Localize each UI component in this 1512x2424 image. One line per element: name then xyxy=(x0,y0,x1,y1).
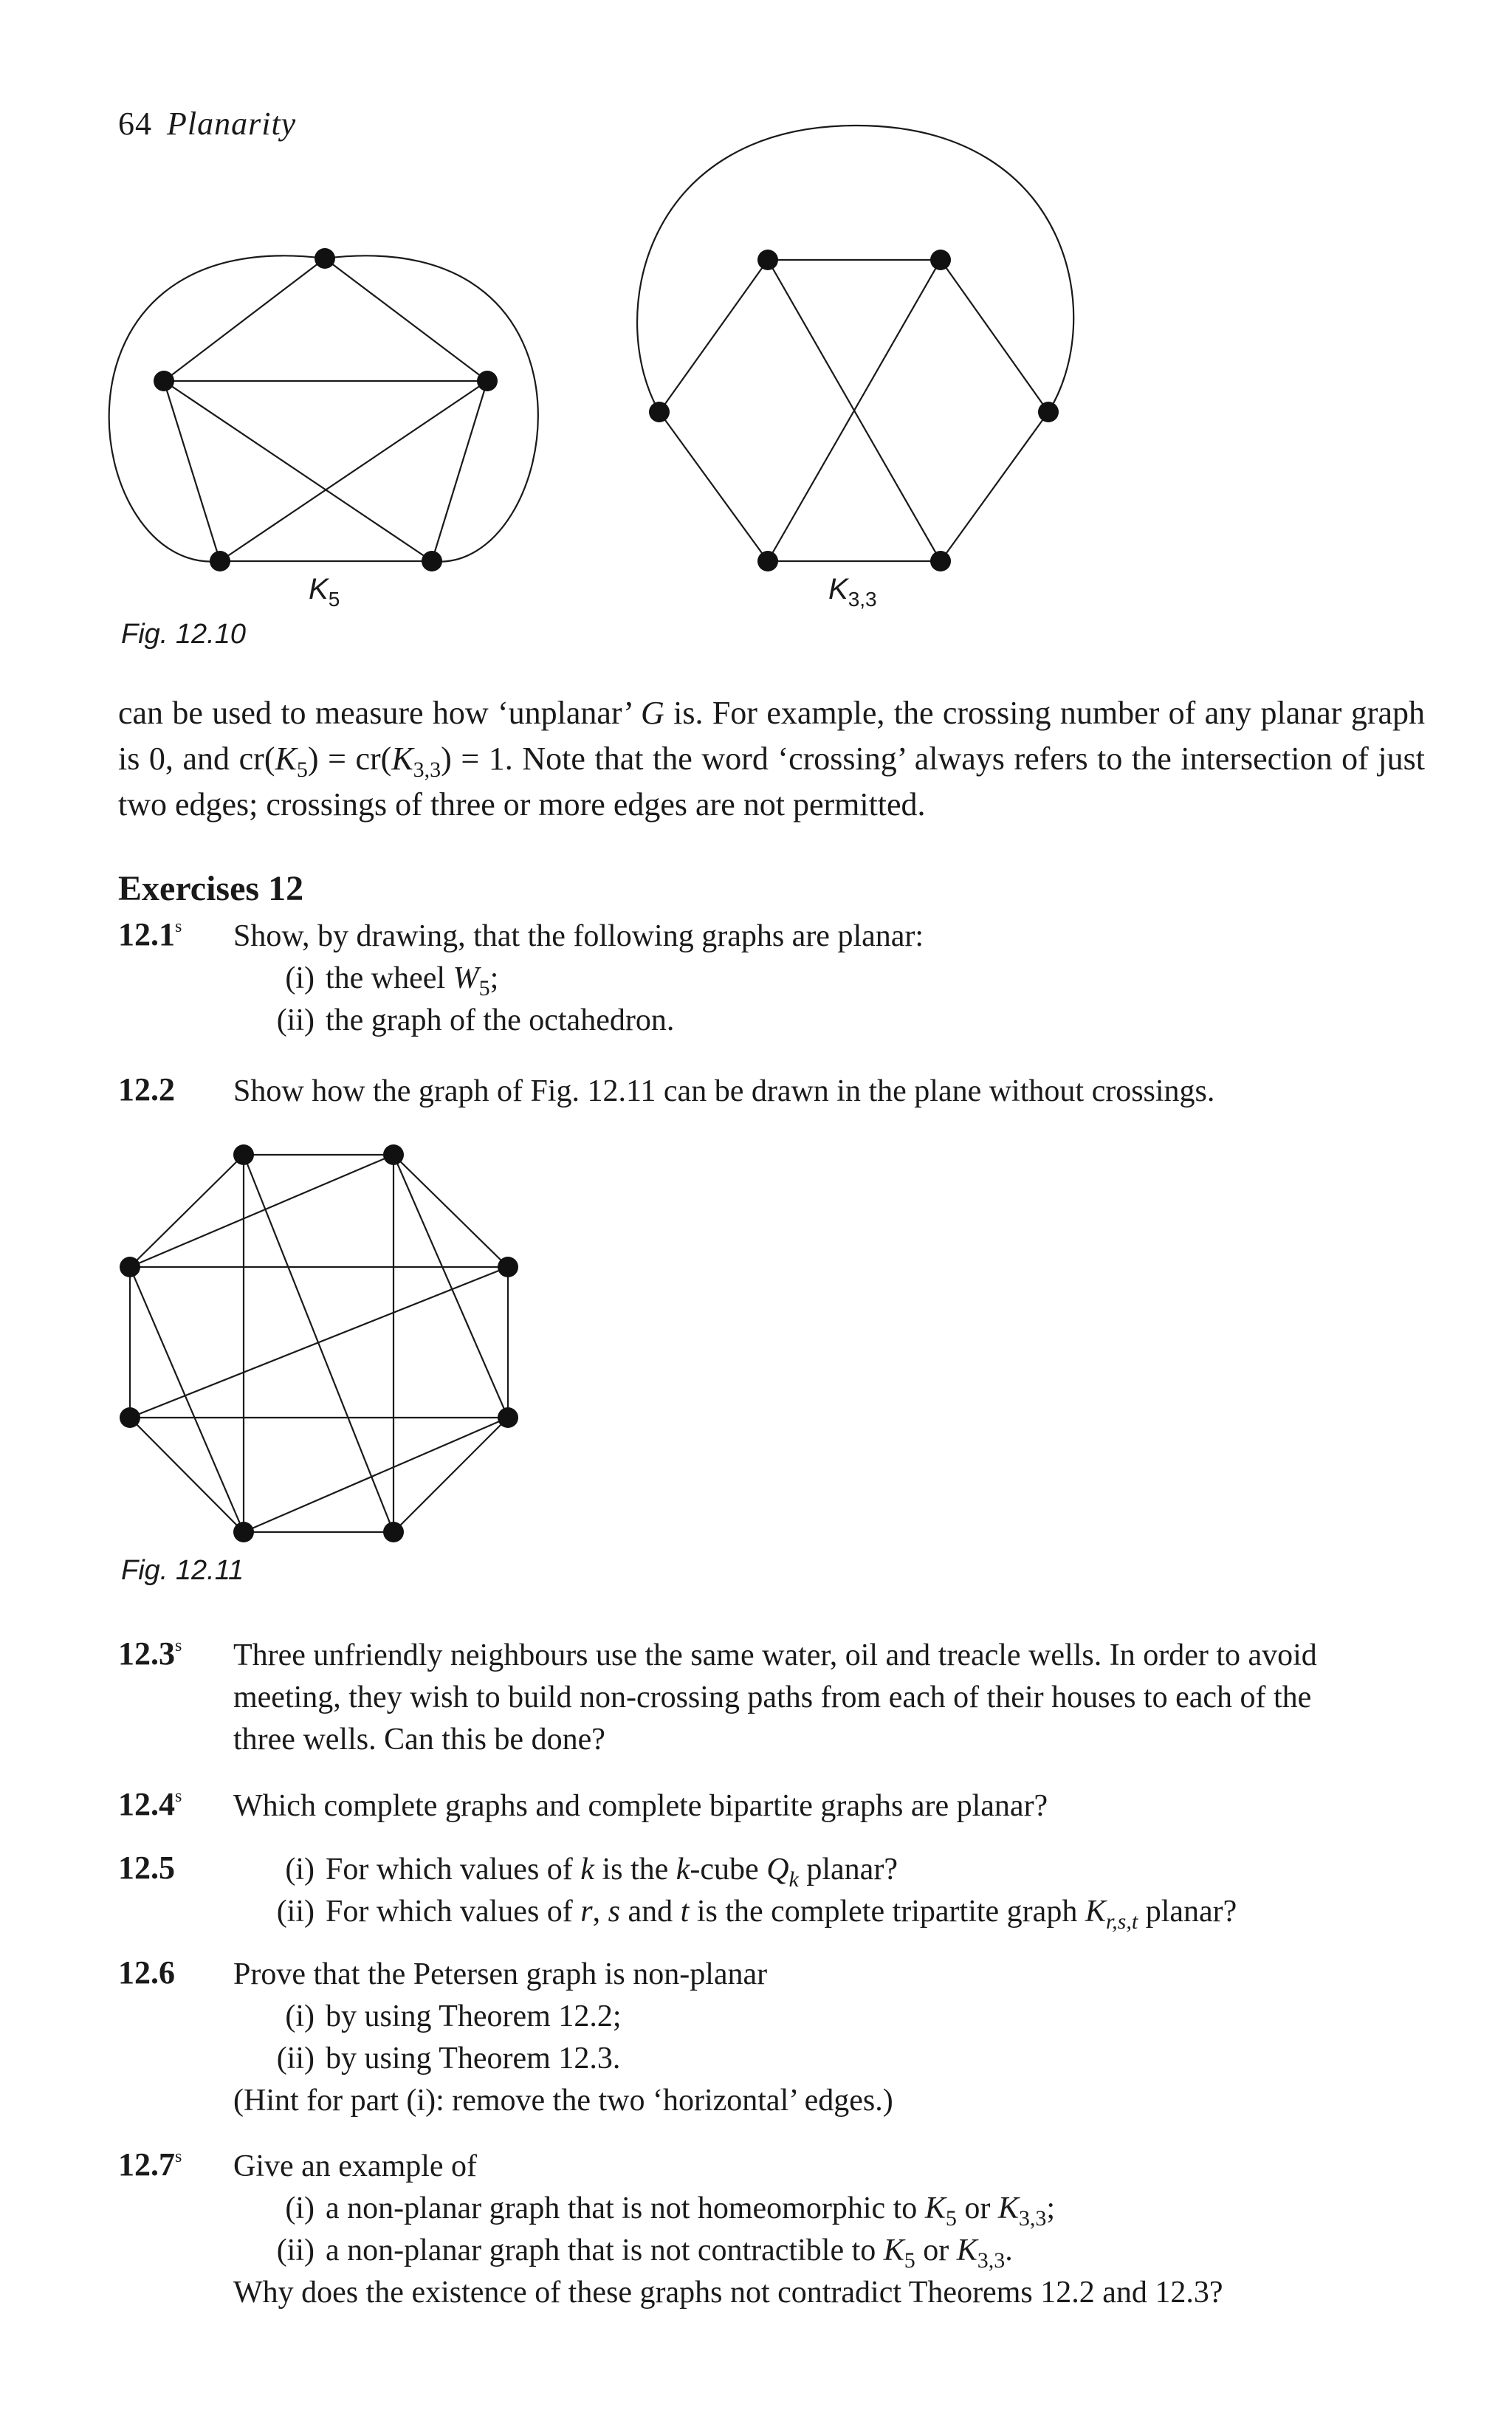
exercise-12-3: Three unfriendly neighbours use the same water, oil and treacle wells. In order to avoid meeting, they wish to build non-crossing paths from each of their houses to each of the three wells. Can this be done? xyxy=(233,1638,1317,1757)
k5-graph xyxy=(109,248,538,571)
exercise-number: 12.7$^s$ xyxy=(118,2146,182,2183)
exercise-item: (i) by using Theorem 12.2; xyxy=(285,1999,622,2033)
running-title: Planarity xyxy=(167,106,297,142)
exercise-number: 12.2 xyxy=(118,1071,175,1108)
k33-label: $K_{3,3}$ xyxy=(828,573,877,611)
intro-paragraph: can be used to measure how ‘unplanar’ G is. For example, the crossing number of any planar graph is 0, and $cr(K_5) = cr(K_{3,3}) = 1$. Note that the word ‘crossing’ always refers to the intersection of just two edges; crossings of three or more edges are not permitted. xyxy=(118,695,1426,823)
exercise-12-6: Prove that the Petersen graph is non-planar (i) by using Theorem 12.2; (ii) by using Theorem 12.3. (Hint for part (i): remove the two ‘horizontal’ edges.) xyxy=(233,1954,1429,2122)
figure-12-11-caption: Fig. 12.11 xyxy=(121,1555,244,1586)
exercise-item: (ii) by using Theorem 12.3. xyxy=(276,2042,621,2075)
exercise-item: (i) the wheel $W_5$; xyxy=(285,961,499,1000)
k5-label: $K_5$ xyxy=(309,573,340,611)
exercises-heading: Exercises 12 xyxy=(118,869,304,908)
exercise-12-7: Give an example of (i) a non-planar graph that is not homeomorphic to $K_5$ or $K_{3,3}$; (ii) a non-planar graph that is not contractible to $K_5$ or $K_{3,3}$. Why does the existence of these graphs not contradict Theorems 12.2 and 12.3? xyxy=(233,2146,1429,2314)
exercise-12-1: Show, by drawing, that the following graphs are planar: (i) the wheel $W_5$; (ii) the graph of the octahedron. xyxy=(233,916,1429,1042)
exercise-number: 12.5 xyxy=(118,1850,175,1886)
exercise-12-5 xyxy=(233,1849,1429,1933)
figure-12-10-caption: Fig. 12.10 xyxy=(121,619,246,650)
page-number: 64 xyxy=(118,106,152,142)
figure-12-11 xyxy=(0,1108,664,1580)
exercise-item: (ii) the graph of the octahedron. xyxy=(276,1003,675,1037)
exercise-12-2: Show how the graph of Fig. 12.11 can be drawn in the plane without crossings. xyxy=(233,1074,1215,1108)
exercise-item: (ii) For which values of r, s and t is the complete tripartite graph $K_{r,s,t}$ planar? xyxy=(276,1895,1237,1934)
exercise-item: (i) For which values of k is the k-cube $Q_k$ planar? xyxy=(285,1853,898,1892)
exercise-12-4: Which complete graphs and complete bipartite graphs are planar? xyxy=(233,1789,1048,1823)
exercise-item: (i) a non-planar graph that is not homeomorphic to $K_5$ or $K_{3,3}$; xyxy=(285,2191,1056,2231)
exercise-number: 12.6 xyxy=(118,1954,175,1991)
exercise-number: 12.1$^s$ xyxy=(118,916,182,952)
figure-12-10 xyxy=(0,0,1512,665)
k33-graph xyxy=(637,126,1073,571)
exercise-number: 12.4$^s$ xyxy=(118,1786,182,1822)
exercise-number: 12.3$^s$ xyxy=(118,1635,182,1672)
exercise-item: (ii) a non-planar graph that is not contractible to $K_5$ or $K_{3,3}$. xyxy=(276,2234,1013,2273)
